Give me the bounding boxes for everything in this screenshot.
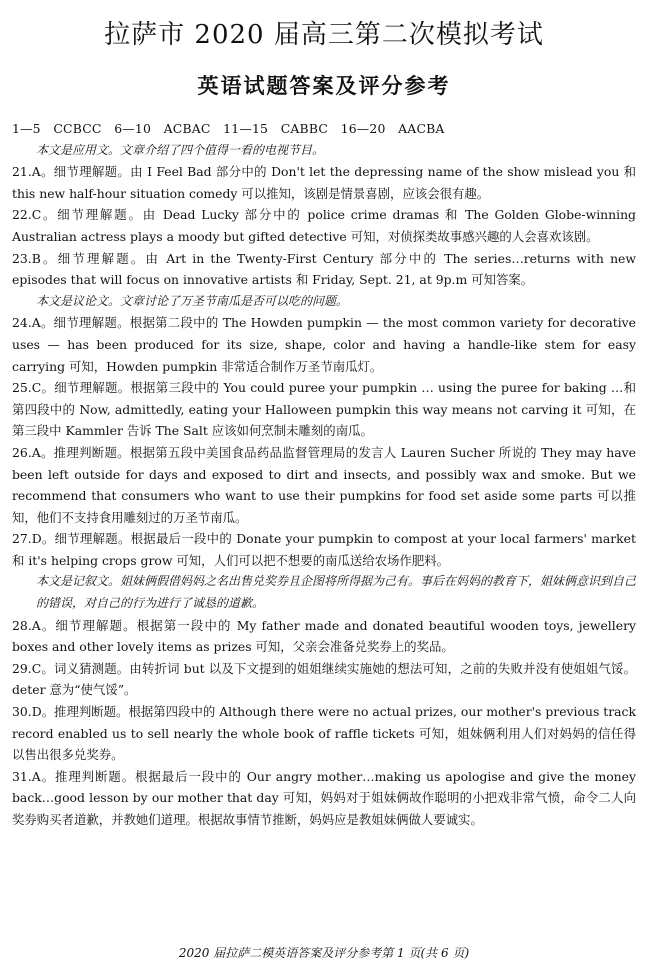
answer-item [12,161,636,204]
passage-intro: 本文是应用文。文章介绍了四个值得一看的电视节目。 [36,142,325,157]
item-text: A。推理判断题。根据最后一段中的 Our angry mother…making us apologise and give the money back…good lesson by our mother that day 可知，妈妈对于姐妹俩故作聪明的小把戏非常气愤，命令二人向奖券购买者道歉，并教她们道理。根据故事情节推断，妈妈应是教姐妹俩做人要诚实。 [12,768,636,827]
answer-item [12,442,636,528]
answer-item [12,615,636,658]
item-number: 25. [12,380,32,396]
item-number: 26. [12,444,32,460]
page-footer: 2020 届拉萨二模英语答案及评分参考第 1 页(共 6 页) [178,946,470,960]
item-number: 31. [12,768,32,784]
passage-intro: 本文是议论文。文章讨论了万圣节南瓜是否可以吃的问题。 [36,293,349,308]
page-subtitle: 英语试题答案及评分参考 [197,74,451,98]
answer-item [12,701,636,766]
page-title: 拉萨市 2020 届高三第二次模拟考试 [104,20,544,50]
item-text: A。推理判断题。根据第五段中美国食品药品监督管理局的发言人 Lauren Sucher 所说的 They may have been left outside for days and exposed to dirt and insects, and possibly wax and smoke. But we recommend that consumers who want to use their pumpkins for food set aside some parts 可以推知，他们不支持食用雕刻过的万圣节南瓜。 [12,444,636,525]
item-number: 27. [12,531,32,547]
item-text: B。细节理解题。由 Art in the Twenty-First Century 部分中的 The series…returns with new episodes that will focus on innovative artists 和 Friday, Sept. 21, at 9p.m 可知答案。 [12,250,636,288]
item-text: A。细节理解题。根据第二段中的 The Howden pumpkin — the most common variety for decorative uses — has been produced for its size, shape, color and having a handle-like stem for easy carrying 可知，Howden pumpkin 非常适合制作万圣节南瓜灯。 [12,315,636,374]
answer-item [12,658,636,701]
answer-key-line: 1—5 CCBCC 6—10 ACBAC 11—15 CABBC 16—20 AACBA [12,121,445,136]
item-number: 22. [12,207,32,223]
answer-item [12,377,636,442]
item-text: C。细节理解题。由 Dead Lucky 部分中的 police crime dramas 和 The Golden Globe-winning Australian actress plays a moody but gifted detective 可知，对侦探类故事感兴趣的人会喜欢该剧。 [12,207,636,244]
answer-item [12,248,636,291]
item-number: 29. [12,660,32,676]
answer-item [12,528,636,571]
item-number: 23. [12,250,32,266]
answer-item [12,766,636,831]
item-text: D。推理判断题。根据第四段中的 Although there were no actual prizes, our mother's previous track record enabled us to sell nearly the whole book of raffle tickets 可知，姐妹俩利用人们对妈妈的信任得以售出很多兑奖券。 [12,704,636,763]
item-number: 24. [12,315,32,331]
item-text: C。词义猜测题。由转折词 but 以及下文提到的姐姐继续实施她的想法可知，之前的失败并没有使姐姐气馁。deter 意为“使气馁”。 [12,660,636,698]
answer-body [12,118,636,831]
item-number: 28. [12,617,32,633]
passage-intro: 本文是记叙文。姐妹俩假借妈妈之名出售兑奖券且企图将所得据为己有。事后在妈妈的教育下，姐妹俩意识到自己的错误，对自己的行为进行了诚恳的道歉。 [36,574,637,611]
item-text: A。细节理解题。由 I Feel Bad 部分中的 Don't let the depressing name of the show mislead you 和 this new half-hour situation comedy 可以推知，该剧是情景喜剧，应该会很有趣。 [12,164,636,201]
item-number: 21. [12,164,32,180]
item-text: D。细节理解题。根据最后一段中的 Donate your pumpkin to compost at your local farmers' market 和 it's helping crops grow 可知，人们可以把不想要的南瓜送给农场作肥料。 [12,531,636,568]
answer-item [12,204,636,247]
item-number: 30. [12,704,32,720]
item-text: A。细节理解题。根据第一段中的 My father made and donated beautiful wooden toys, jewellery boxes and other lovely items as prizes 可知，父亲会准备兑奖券上的奖品。 [12,617,636,655]
item-text: C。细节理解题。根据第三段中的 You could puree your pumpkin … using the puree for baking …和第四段中的 Now, admittedly, eating your Halloween pumpkin this way means not carving it 可知，在第三段中 Kammler 告诉 The Salt 应该如何烹制未雕刻的南瓜。 [12,380,636,439]
answer-item [12,312,636,377]
